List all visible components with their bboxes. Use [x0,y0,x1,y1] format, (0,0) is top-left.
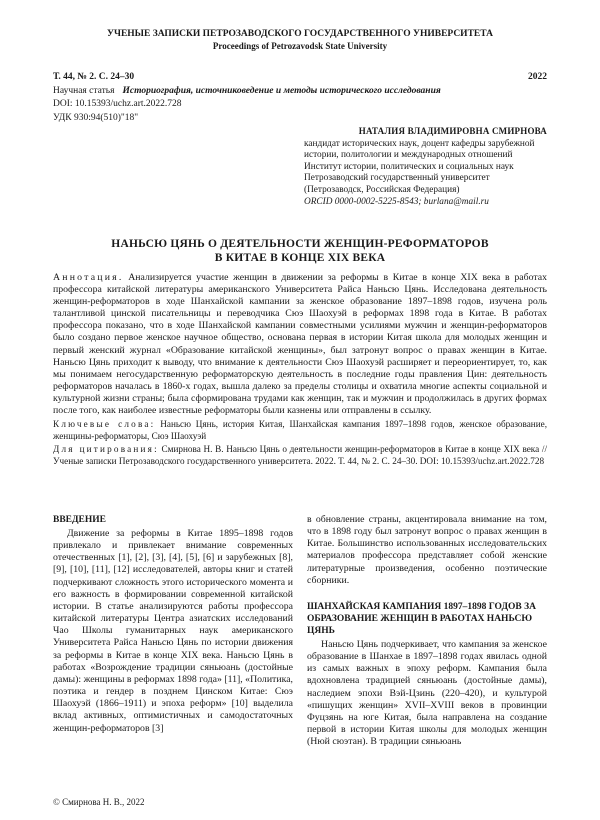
right-column [307,514,547,748]
keywords [53,419,547,442]
title-line-2: В КИТАЕ В КОНЦЕ XIX ВЕКА [214,252,386,264]
udc: УДК 930:94(510)"18" [53,112,139,123]
article-meta [53,71,547,125]
article-category: Историография, источниковедение и методы исторического исследования [122,85,441,96]
year: 2022 [528,72,547,82]
doi: DOI: 10.15393/uchz.art.2022.728 [53,99,182,109]
section2-heading: ШАНХАЙСКАЯ КАМПАНИЯ 1897–1898 ГОДОВ ЗА ОБРАЗОВАНИЕ ЖЕНЩИН В РАБОТАХ НАНЬСЮ ЦЯНЬ [307,601,536,636]
author-university: Петрозаводский государственный университет [304,173,490,184]
author-institute: Институт истории, политических и социальных наук [304,161,514,172]
author-degree: кандидат исторических наук, доцент кафедры зарубежной истории, политологии и международных отношений [304,138,535,161]
article-type: Научная статья [53,85,115,96]
volume-year-row [53,71,547,85]
abstract-label: Аннотация. [53,272,124,283]
author-name: НАТАЛИЯ ВЛАДИМИРОВНА СМИРНОВА [358,126,547,136]
citation [53,444,547,467]
citation-label: Для цитирования: [53,444,159,455]
journal-title-en: Proceedings of Petrozavodsk State University [212,41,388,51]
left-column [53,514,293,748]
journal-header [0,28,600,52]
author-orcid: ORCID 0000-0002-5225-8543; burlana@mail.ru [304,196,489,207]
abstract [53,272,547,467]
copyright: © Смирнова Н. В., 2022 [53,797,145,807]
abstract-paragraph [53,272,547,417]
journal-title-ru: УЧЕНЫЕ ЗАПИСКИ ПЕТРОЗАВОДСКОГО ГОСУДАРСТВЕННОГО УНИВЕРСИТЕТА [107,29,493,39]
keywords-label: Ключевые слова: [53,419,156,430]
citation-text: Смирнова Н. В. Наньсю Цянь о деятельности женщин-реформаторов в Китае в конце XIX века // Ученые записки Петрозаводского государственного университета. 2022. Т. 44, № 2. С. 24–30. DOI: 10.15393/uchz.art.2022.728 [53,444,547,466]
article-type-row [53,85,547,99]
keywords-text: Наньсю Цянь, история Китая, Шанхайская кампания 1897–1898 годов, женское образование, женщины-реформаторы, Сюэ Шаохуэй [53,419,547,441]
section2-paragraph: Наньсю Цянь подчеркивает, что кампания за женское образование в Шанхае в 1897–1898 годах явилась одной из самых важных в эпоху реформ. Кампания была вдохновлена традицией сяньюань (достойные дамы), наследием эпохи Вэй-Цзинь (220–420), и культурой «пишущих женщин» XVII–XVIII веков в провинции Фуцзянь на юге Китая, была направлена на создание первой в истории Китая школы для молодых женщин (Нюй сюэтан). В традиции сяньюань [307,638,547,748]
abstract-text: Анализируется участие женщин в движении за реформы в Китае в конце XIX века в работах профессора китайской литературы американского Университета Райса Наньсю Цянь. Исследована деятельность женщин-реформаторов в ходе Шанхайской кампании за женское образование 1897–1898 годов, изучена роль талантливой цинской писательницы и переводчика Сюэ Шаохуэй в реформах 1898 года в Китае. В работах профессора показано, что в ходе Шанхайской кампании совместными усилиями мужчин и женщин-реформаторов было создано первое женское научное общество, основана первая в истории Китая школа для молодых женщин и первый женский журнал «Образование китайской женщины», был затронут вопрос о правах женщин в Китае. Наньсю Цянь приходит к выводу, что внимание к деятельности Сюэ Шаохуэй расширяет и переориентирует, то, как мы понимаем негосударственную реформаторскую деятельность в последние годы правления Цин: деятельность реформаторов началась в 1860-х годах, вышла далеко за пределы столицы и охватила многие аспекты социальной и культурной жизни страны; была сформирована трудами как женщин, так и мужчин и продолжилась в других формах после того, как наиболее известные реформаторы были казнены или отправлены в ссылку. [53,272,548,417]
body-columns [53,514,547,748]
article-title [53,237,547,265]
intro-paragraph: Движение за реформы в Китае 1895–1898 годов привлекало и привлекает внимание современных отечественных [1], [2], [3], [4], [5], [6] и зарубежных [8], [9], [10], [11], [12] исследователей, авторы книг и статей подчеркивают сложность этого исторического момента и его важность в формировании современной китайской истории. В статье анализируются работы профессора китайской литературы Центра азиатских исследований Чао Школы гуманитарных наук американского Университета Райса Наньсю Цянь по истории движения за реформы в Китае в конце XIX века. Наньсю Цянь в работах «Возрождение традиции сяньюань (достойные дамы): женщины в реформах 1898 года» [11], «Политика, поэтика и гендер в позднем Цинском Китае: Сюэ Шаохуэй (1866–1911) и эпоха реформ» [10] выделила вклад активных, оптимистичных и самодостаточных женщин-реформаторов [3] [53,528,293,734]
author-location: (Петрозаводск, Российская Федерация) [304,184,460,195]
volume-pages: Т. 44, № 2. С. 24–30 [53,72,135,82]
intro-heading: ВВЕДЕНИЕ [53,515,106,525]
author-block [304,126,547,208]
intro-continuation: в обновление страны, акцентировала внимание на том, что в 1898 году был затронут вопрос о правах женщин в Китае. Большинство использованных исследовательских материалов профессора представляет собой женские литературные произведения, особенно поэтические сборники. [307,514,547,586]
title-line-1: НАНЬСЮ ЦЯНЬ О ДЕЯТЕЛЬНОСТИ ЖЕНЩИН-РЕФОРМАТОРОВ [111,238,489,250]
